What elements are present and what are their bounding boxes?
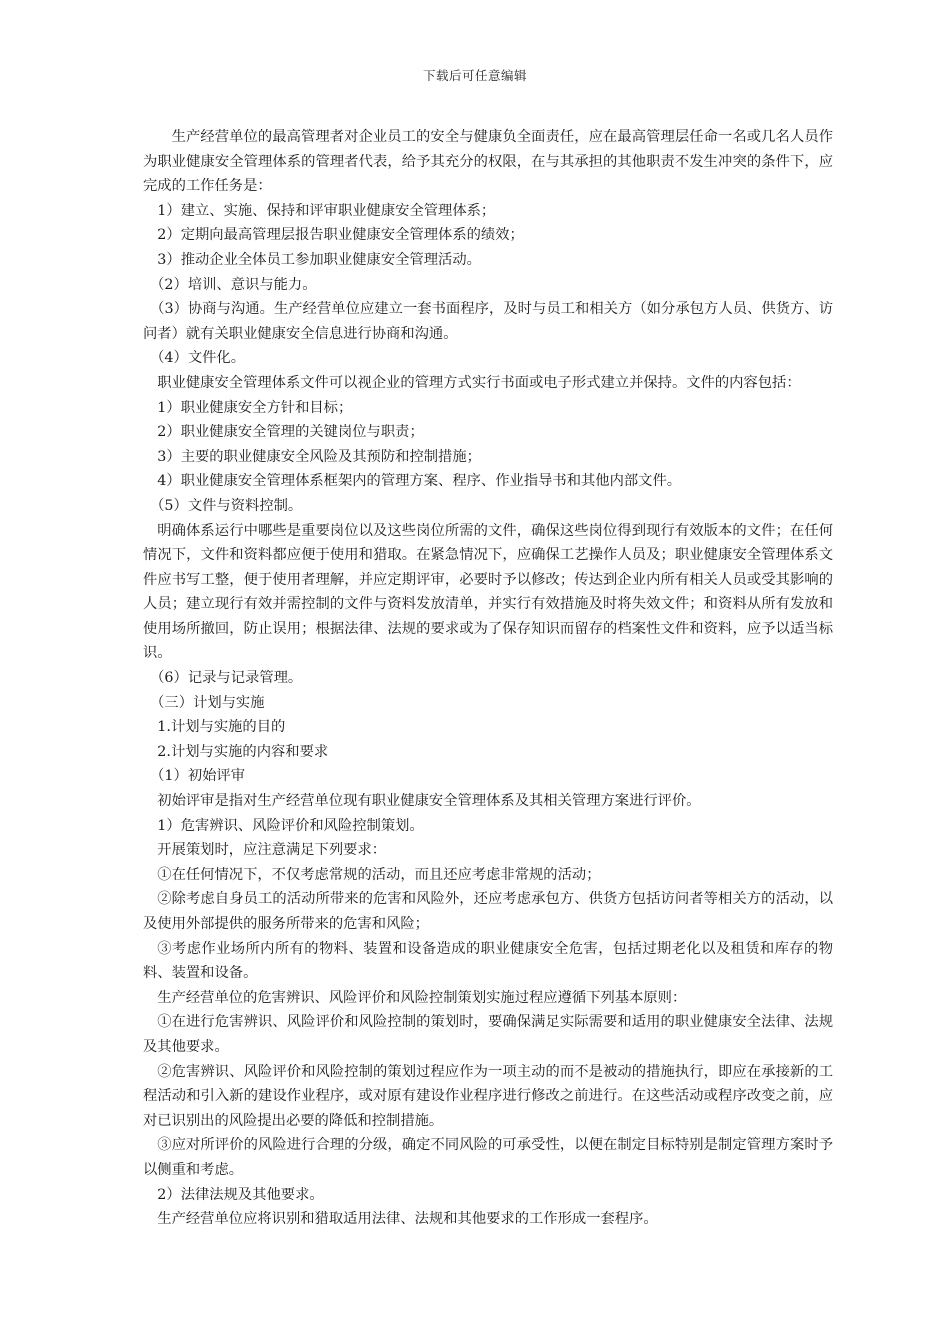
list-item: 2）定期向最高管理层报告职业健康安全管理体系的绩效； bbox=[157, 227, 524, 244]
list-item: 3）主要的职业健康安全风险及其预防和控制措施； bbox=[157, 448, 481, 465]
document-body bbox=[143, 125, 833, 1232]
paragraph: 生产经营单位应将识别和猎取适用法律、法规和其他要求的工作形成一套程序。 bbox=[157, 1211, 658, 1228]
subheading: 1.计划与实施的目的 bbox=[157, 719, 286, 736]
list-item: 2）职业健康安全管理的关键岗位与职责； bbox=[157, 424, 424, 441]
paragraph: 职业健康安全管理体系文件可以视企业的管理方式实行书面或电子形式建立并保持。文件的内容包括： bbox=[157, 374, 801, 391]
paragraph: 明确体系运行中哪些是重要岗位以及这些岗位所需的文件，确保这些岗位得到现行有效版本的文件；在任何情况下，文件和资料都应便于使用和猎取。在紧急情况下，应确保工艺操作人员及；职业健康安全管理体系文件应书写工整，便于使用者理解，并应定期评审，必要时予以修改；传达到企业内所有相关人员或受其影响的人员；建立现行有效并需控制的文件与资料发放清单，并实行有效措施及时将失效文件；和资料从所有发放和使用场所撤回，防止误用；根据法律、法规的要求或为了保存知识而留存的档案性文件和资料，应予以适当标识。 bbox=[143, 522, 833, 662]
list-item: 1）建立、实施、保持和评审职业健康安全管理体系； bbox=[157, 202, 496, 219]
list-item: ①在进行危害辨识、风险评价和风险控制的策划时，要确保满足实际需要和适用的职业健康安全法律、法规及其他要求。 bbox=[143, 1014, 833, 1055]
list-item: ③考虑作业场所内所有的物料、装置和设备造成的职业健康安全危害，包括过期老化以及租赁和库存的物料、装置和设备。 bbox=[143, 940, 833, 982]
paragraph: （3）协商与沟通。生产经营单位应建立一套书面程序，及时与员工和相关方（如分承包方人员、供货方、访问者）就有关职业健康安全信息进行协商和沟通。 bbox=[143, 301, 833, 342]
list-item: 3）推动企业全体员工参加职业健康安全管理活动。 bbox=[157, 251, 481, 268]
section-heading: （6）记录与记录管理。 bbox=[150, 670, 303, 687]
section-heading: （4）文件化。 bbox=[150, 350, 246, 367]
paragraph: 生产经营单位的最高管理者对企业员工的安全与健康负全面责任，应在最高管理层任命一名或几名人员作为职业健康安全管理体系的管理者代表，给予其充分的权限，在与其承担的其他职责不发生冲突的条件下，应完成的工作任务是： bbox=[143, 129, 833, 195]
list-item: 4）职业健康安全管理体系框架内的管理方案、程序、作业指导书和其他内部文件。 bbox=[157, 473, 682, 490]
list-item: 1）危害辨识、风险评价和风险控制策划。 bbox=[157, 817, 424, 834]
section-heading: （5）文件与资料控制。 bbox=[150, 497, 303, 514]
paragraph: 初始评审是指对生产经营单位现有职业健康安全管理体系及其相关管理方案进行评价。 bbox=[157, 793, 701, 810]
list-item: ③应对所评价的风险进行合理的分级，确定不同风险的可承受性，以便在制定目标特别是制定管理方案时予以侧重和考虑。 bbox=[143, 1137, 833, 1178]
paragraph: 开展策划时，应注意满足下列要求： bbox=[157, 842, 387, 859]
subheading: 2.计划与实施的内容和要求 bbox=[157, 743, 329, 760]
section-heading: （三）计划与实施 bbox=[150, 694, 265, 711]
page-header: 下载后可任意编辑 bbox=[422, 68, 527, 83]
list-item: 1）职业健康安全方针和目标； bbox=[157, 399, 353, 416]
section-heading: （2）培训、意识与能力。 bbox=[150, 276, 317, 293]
list-item: ②危害辨识、风险评价和风险控制的策划过程应作为一项主动的而不是被动的措施执行，即应在承接新的工程活动和引入新的建设作业程序，或对原有建设作业程序进行修改之前进行。在这些活动或程序改变之前，应对已识别出的风险提出必要的降低和控制措施。 bbox=[143, 1063, 833, 1129]
list-item: 2）法律法规及其他要求。 bbox=[157, 1186, 324, 1203]
section-heading: （1）初始评审 bbox=[150, 768, 246, 785]
paragraph: 生产经营单位的危害辨识、风险评价和风险控制策划实施过程应遵循下列基本原则： bbox=[157, 989, 687, 1006]
list-item: ②除考虑自身员工的活动所带来的危害和风险外，还应考虑承包方、供货方包括访问者等相关方的活动，以及使用外部提供的服务所带来的危害和风险； bbox=[143, 891, 833, 932]
list-item: ①在任何情况下，不仅考虑常规的活动，而且还应考虑非常规的活动； bbox=[157, 866, 601, 883]
